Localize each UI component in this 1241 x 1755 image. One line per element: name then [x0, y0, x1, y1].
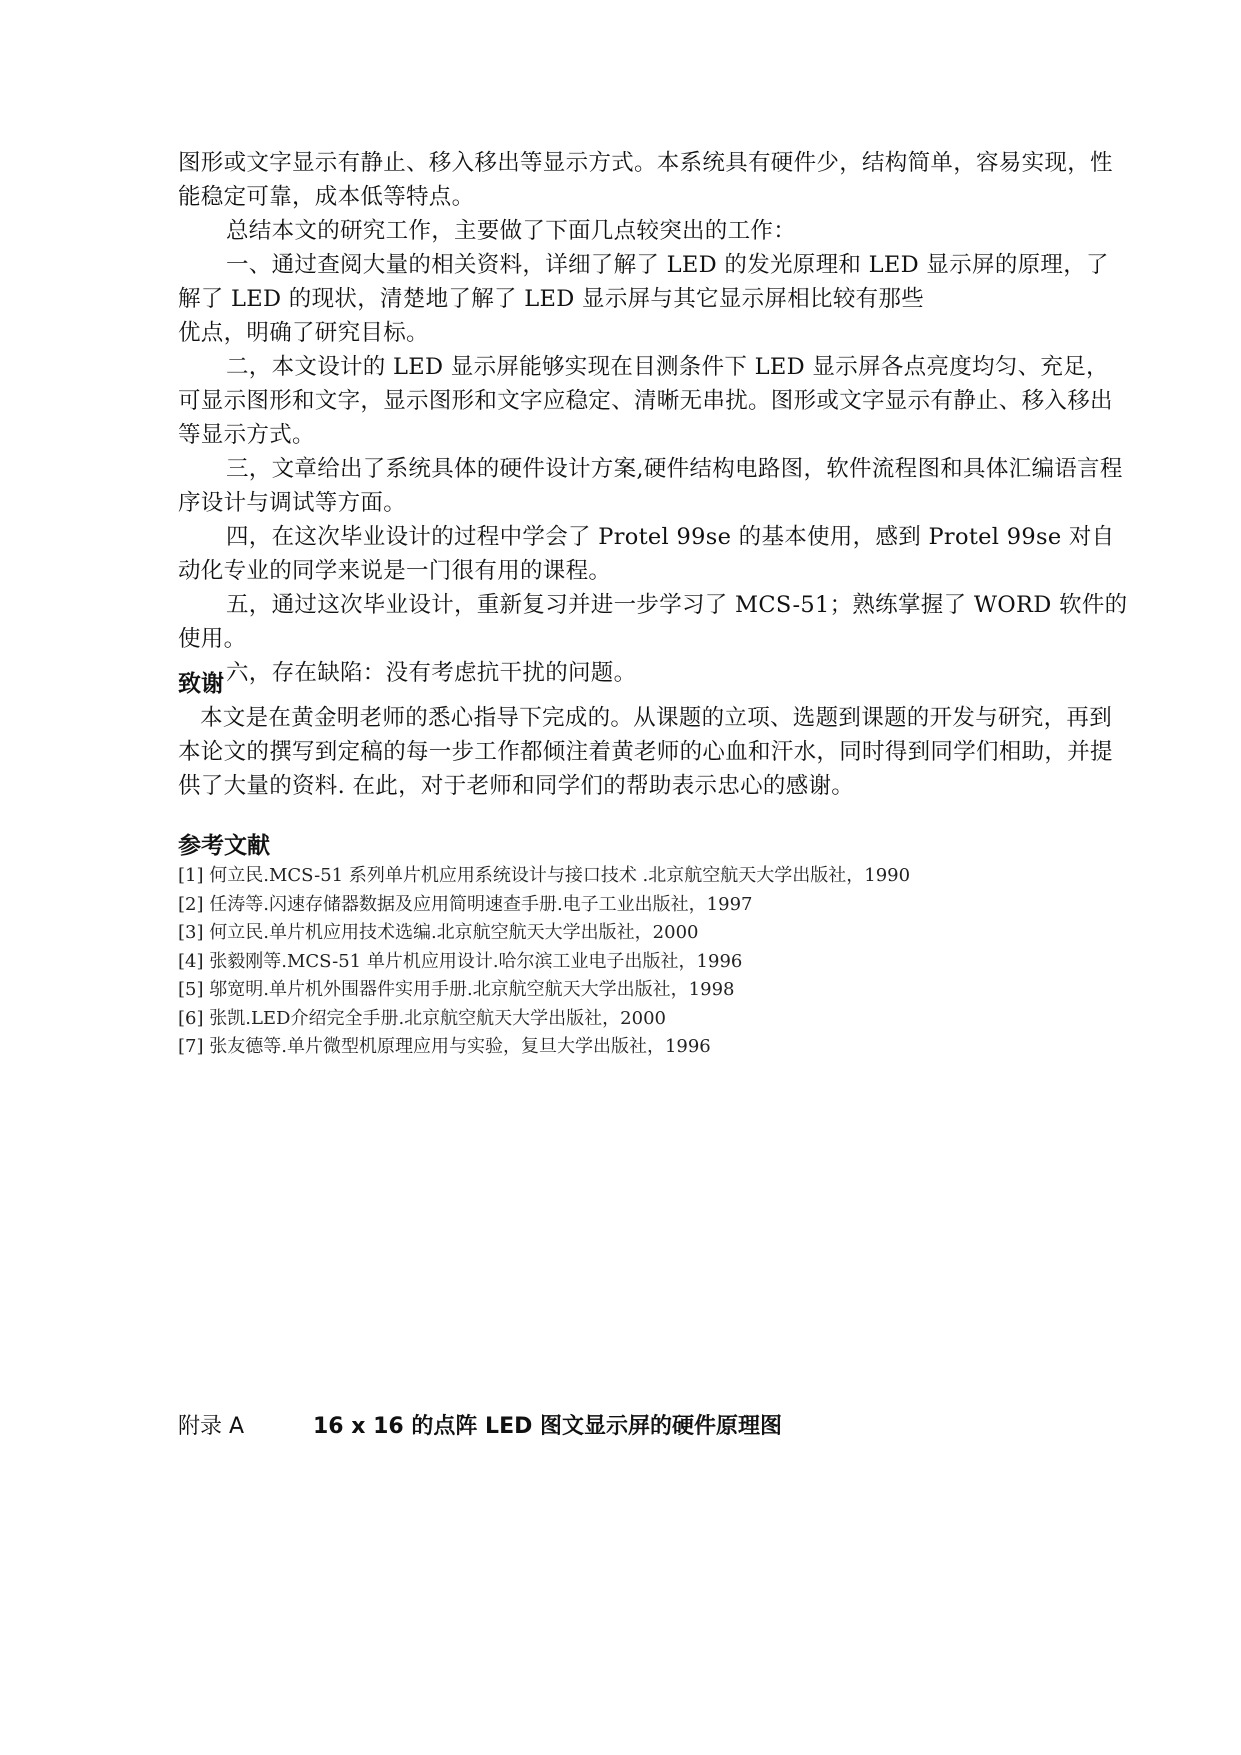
- reference-item: [7] 张友德等.单片微型机原理应用与实验，复旦大学出版社，1996: [178, 1036, 711, 1057]
- appendix-title: 16 x 16 的点阵 LED 图文显示屏的硬件原理图: [313, 1414, 783, 1439]
- summary-paragraph: 图形或文字显示有静止、移入移出等显示方式。本系统具有硬件少，结构简单，容易实现，性能稳定可靠，成本低等特点。: [178, 150, 1113, 210]
- reference-item: [6] 张凯.LED介绍完全手册.北京航空航天大学出版社，2000: [178, 1007, 666, 1029]
- acknowledgement-text: 本文是在黄金明老师的悉心指导下完成的。从课题的立项、选题到课题的开发与研究，再到本论文的撰写到定稿的每一步工作都倾注着黄老师的心血和汗水，同时得到同学们相助，并提供了大量的资料. 在此，对于老师和同学们的帮助表示忠心的感谢。: [178, 705, 1113, 799]
- summary-paragraph: 总结本文的研究工作，主要做了下面几点较突出的工作：: [226, 218, 797, 244]
- summary-paragraph: 优点，明确了研究目标。: [178, 320, 429, 346]
- references-heading: 参考文献: [178, 833, 270, 859]
- summary-paragraph: 五，通过这次毕业设计，重新复习并进一步学习了 MCS-51；熟练掌握了 WORD 软件的使用。: [178, 592, 1128, 652]
- reference-item: [3] 何立民.单片机应用技术选编.北京航空航天大学出版社，2000: [178, 922, 699, 943]
- references-list: [178, 862, 1128, 1062]
- summary-section: [178, 146, 1128, 690]
- appendix-heading: [178, 1412, 782, 1442]
- reference-item: [5] 邬宽明.单片机外围器件实用手册.北京航空航天大学出版社，1998: [178, 979, 735, 1000]
- summary-paragraph: 三，文章给出了系统具体的硬件设计方案,硬件结构电路图，软件流程图和具体汇编语言程序设计与调试等方面。: [178, 456, 1123, 516]
- summary-paragraph: 二，本文设计的 LED 显示屏能够实现在目测条件下 LED 显示屏各点亮度均匀、充足，可显示图形和文字，显示图形和文字应稳定、清晰无串扰。图形或文字显示有静止、移入移出等显示方式。: [178, 354, 1113, 448]
- reference-item: [2] 任涛等.闪速存储器数据及应用简明速查手册.电子工业出版社，1997: [178, 893, 753, 915]
- summary-paragraph: 六，存在缺陷：没有考虑抗干扰的问题。: [226, 660, 637, 686]
- summary-paragraph: 四，在这次毕业设计的过程中学会了 Protel 99se 的基本使用，感到 Protel 99se 对自动化专业的同学来说是一门很有用的课程。: [178, 524, 1115, 584]
- appendix-label: 附录 A: [178, 1414, 245, 1439]
- summary-paragraph: 一、通过查阅大量的相关资料，详细了解了 LED 的发光原理和 LED 显示屏的原理，了解了 LED 的现状，清楚地了解了 LED 显示屏与其它显示屏相比较有那些: [178, 252, 1109, 312]
- reference-item: [1] 何立民.MCS-51 系列单片机应用系统设计与接口技术 .北京航空航天大学出版社，1990: [178, 865, 911, 886]
- reference-item: [4] 张毅刚等.MCS-51 单片机应用设计.哈尔滨工业电子出版社，1996: [178, 950, 743, 972]
- acknowledgement-heading: 致谢: [178, 671, 224, 697]
